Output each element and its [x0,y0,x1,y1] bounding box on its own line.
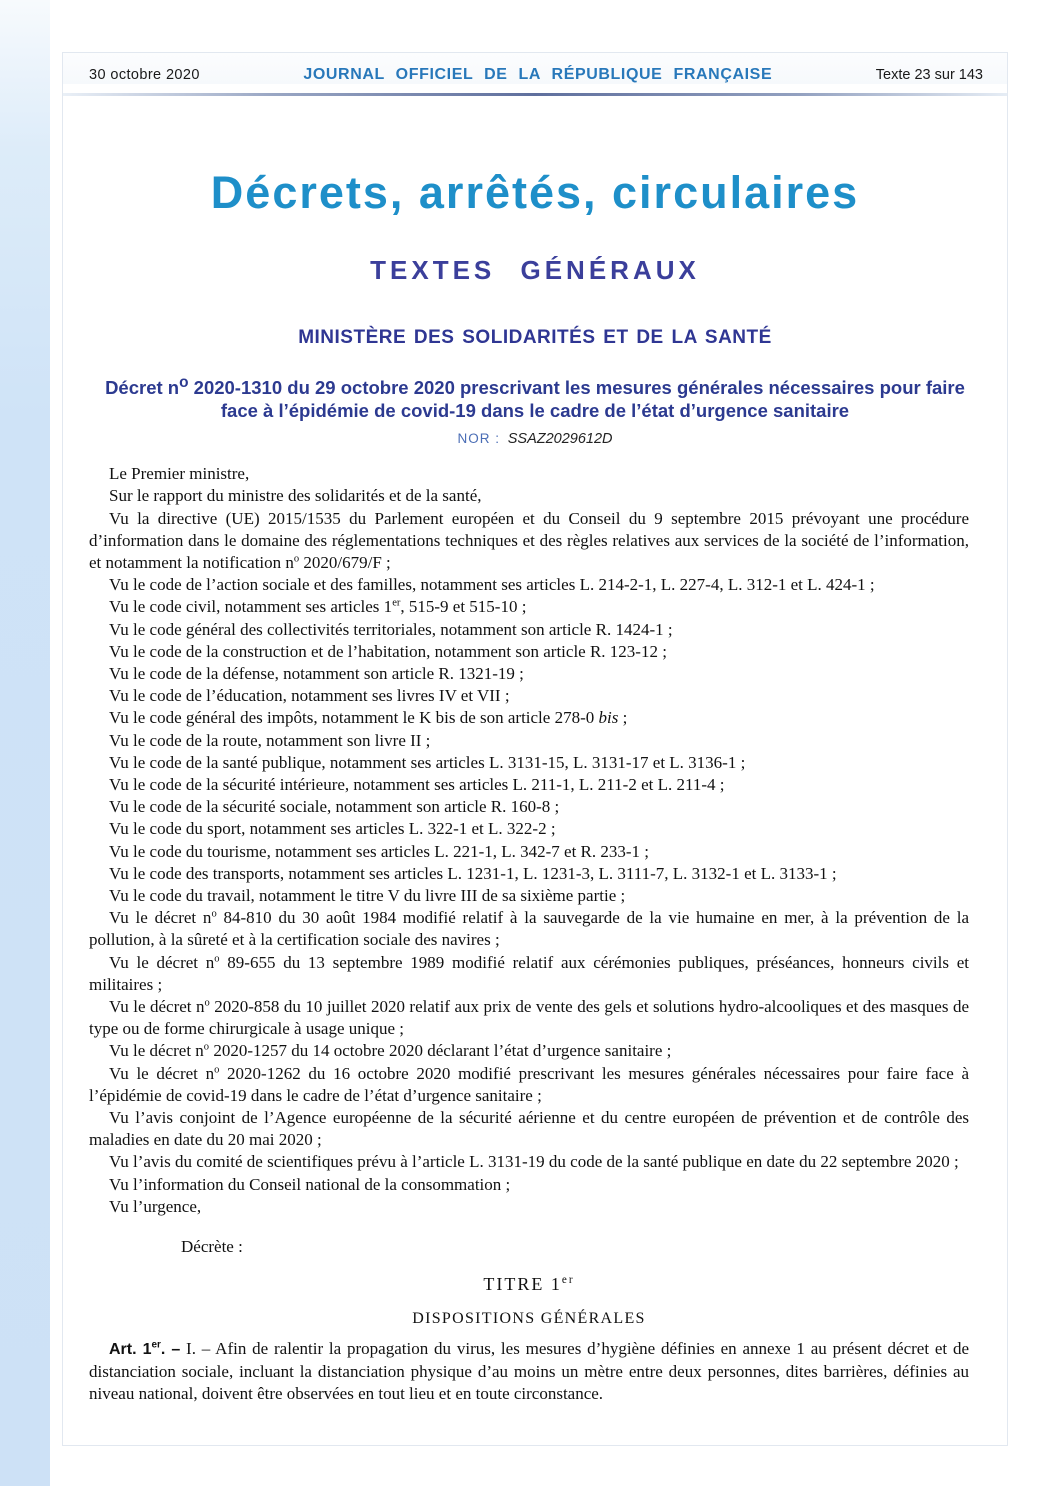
body-paragraph: Vu le décret $n^o$ 2020-1262 du 16 octobre 2020 modifié prescrivant les mesures générales nécessaires pour faire face à l’épidémie de covid-19 dans le cadre de l’état d’urgence sanitaire ; [89,1063,969,1105]
body-paragraph: Vu le code de la sécurité sociale, notamment son article R. 160-8 ; [109,797,560,817]
page-header [63,53,1007,84]
header-divider [63,93,1007,96]
nor-value: SSAZ2029612D [507,431,613,448]
body-paragraph: Vu l’avis du comité de scientifiques prévu à l’article L. 3131-19 du code de la santé publique en date du 22 septembre 2020 ; [109,1152,959,1172]
body-paragraph: Vu le code civil, notamment ses articles 1er, 515-9 et 515-10 ; [109,597,527,617]
textes-generaux-title: TEXTES GÉNÉRAUX [370,254,700,285]
body-paragraph: Vu le code du tourisme, notamment ses articles L. 221-1, L. 342-7 et R. 233-1 ; [109,841,650,861]
body-paragraph: Vu le décret $n^o$ 2020-1257 du 14 octobre 2020 déclarant l’état d’urgence sanitaire ; [109,1041,672,1061]
body-paragraph: Vu le code du travail, notamment le titre V du livre III de sa sixième partie ; [109,886,626,905]
body-paragraph: TITRE 1er [483,1274,575,1295]
body-paragraph: Art. 1er. – I. – Afin de ralentir la propagation du virus, les mesures d’hygiène définies en annexe 1 au présent décret et de distanciation sociale, incluant la distanciation physique d’au moins un mètre entre deux personnes, dites barrières, définies au niveau national, doivent être observées en tout lieu et en toute circonstance. [89,1338,970,1404]
body-paragraph: Vu le code de l’action sociale et des familles, notamment ses articles L. 214-2-1, L. 227-4, L. 312-1 et L. 424-1 ; [109,575,875,595]
body-paragraph: Vu le code des transports, notamment ses articles L. 1231-1, L. 1231-3, L. 3111-7, L. 3132-1 et L. 3133-1 ; [109,863,837,883]
decree-title: Décret $n^o$ 2020-1310 du 29 octobre 2020 prescrivant les mesures générales nécessaires pour faire face à l’épidémie de covid-19 dans le cadre de l’état d’urgence sanitaire [105,373,965,422]
body-paragraph: Vu le code général des collectivités territoriales, notamment son article R. 1424-1 ; [109,619,673,639]
body-paragraph: Vu le code de la défense, notamment son article R. 1321-19 ; [109,663,524,683]
nor-line [63,431,1007,447]
body-paragraph: Vu le décret $n^o$ 2020-858 du 10 juillet 2020 relatif aux prix de vente des gels et solutions hydro-alcooliques et des masques de type ou de forme chirurgicale à usage unique ; [89,997,969,1039]
ministry-title: MINISTÈRE DES SOLIDARITÉS ET DE LA SANTÉ [298,327,772,349]
body-paragraph: Le Premier ministre, [109,464,250,484]
document-body [63,463,1007,1405]
body-paragraph: Vu le code de l’éducation, notamment ses livres IV et VII ; [109,686,510,706]
body-paragraph: Vu le code du sport, notamment ses articles L. 322-1 et L. 322-2 ; [109,819,556,839]
nor-label: NOR : [457,431,500,447]
body-paragraph: Vu le code de la santé publique, notamment ses articles L. 3131-15, L. 3131-17 et L. 3136-1 ; [109,752,746,772]
body-paragraph: Vu la directive (UE) 2015/1535 du Parlement européen et du Conseil du 9 septembre 2015 prévoyant une procédure d’information dans le domaine des réglementations techniques et des règles relatives aux services de la société de l’information, et notamment la notification $n^o$ 2020/679/F ; [89,508,969,572]
body-paragraph: Vu l’avis conjoint de l’Agence européenne de la sécurité aérienne et du centre européen de prévention et de contrôle des maladies en date du 20 mai 2020 ; [89,1108,969,1150]
body-paragraph: Vu l’urgence, [109,1196,202,1216]
header-date: 30 octobre 2020 [89,67,200,83]
body-paragraph: Vu le code de la construction et de l’habitation, notamment son article R. 123-12 ; [109,641,667,661]
body-paragraph: Sur le rapport du ministre des solidarités et de la santé, [109,486,482,506]
journal-title: JOURNAL OFFICIEL DE LA RÉPUBLIQUE FRANÇAISE [303,66,773,83]
left-margin-strip [0,0,50,1486]
body-paragraph: Vu le décret $n^o$ 89-655 du 13 septembre 1989 modifié relatif aux cérémonies publiques, préséances, honneurs civils et militaires ; [89,952,970,994]
main-title: Décrets, arrêtés, circulaires [210,167,860,218]
body-paragraph: Vu le code général des impôts, notamment le K bis de son article 278-0 bis ; [109,708,628,728]
body-paragraph: Vu l’information du Conseil national de la consommation ; [109,1174,511,1194]
document-page [62,52,1008,1446]
body-paragraph: Décrète : [181,1237,243,1257]
article-number: Art. 1er. – [109,1339,181,1358]
body-paragraph: DISPOSITIONS GÉNÉRALES [412,1310,646,1328]
body-paragraph: Vu le décret $n^o$ 84-810 du 30 août 1984 modifié relatif à la sauvegarde de la vie humaine en mer, à la prévention de la pollution, à la sûreté et à la certification sociale des navires ; [89,908,970,950]
header-texte-number: Texte 23 sur 143 [875,67,983,83]
body-paragraph: Vu le code de la route, notamment son livre II ; [109,730,431,750]
body-paragraph: Vu le code de la sécurité intérieure, notamment ses articles L. 211-1, L. 211-2 et L. 211-4 ; [109,774,725,794]
